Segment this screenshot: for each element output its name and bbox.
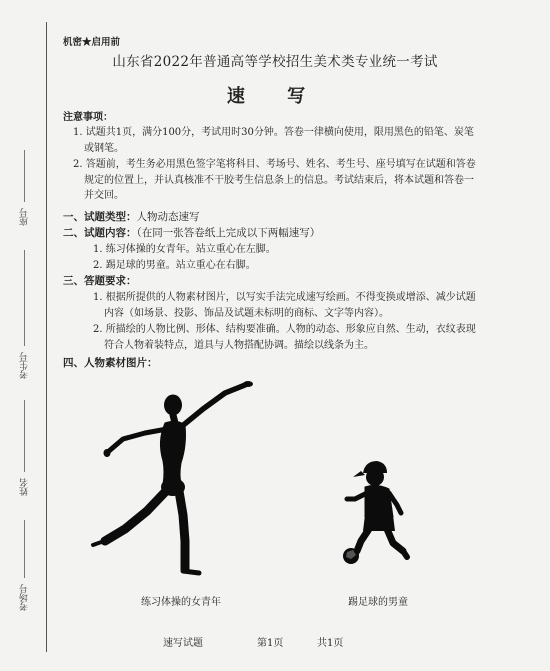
boy-soccer-silhouette-image xyxy=(335,455,425,570)
side-label-seat: 座号 xyxy=(20,208,30,226)
note-item: 1. 试题共1页，满分100分，考试用时30分钟。答卷一律横向使用，限用黑色的铅笔、炭笔或钢笔。 xyxy=(73,127,474,154)
section-type-value: 人物动态速写 xyxy=(136,211,200,223)
section-requirements-heading: 三、答题要求： xyxy=(63,275,137,287)
requirement-item: 2. 所描绘的人物比例、形体、结构要准确。人物的动态、形象应自然、生动，衣纹表现符合人物着装特点，道具与人物搭配协调。描绘以线条为主。 xyxy=(93,324,476,351)
footer-page: 第1页 xyxy=(257,638,284,649)
content-item: 1. 练习体操的女青年。站立重心在左脚。 xyxy=(93,244,276,255)
section-content-heading: 二、试题内容： xyxy=(63,227,137,239)
section-content-note: （在同一张答卷纸上完成以下两幅速写） xyxy=(136,227,321,239)
footer-total: 共1页 xyxy=(317,638,344,649)
side-fill-line xyxy=(24,250,25,346)
side-label-exam-room: 考场号 xyxy=(20,584,30,611)
gymnast-silhouette-image xyxy=(85,375,265,580)
section-content xyxy=(63,226,320,242)
caption-boy: 踢足球的男童 xyxy=(348,597,408,608)
secret-label: 机密★启用前 xyxy=(63,37,121,48)
exam-subject: 速 写 xyxy=(226,86,324,107)
side-fill-line xyxy=(24,520,25,578)
note-item: 2. 答题前，考生务必用黑色签字笔将科目、考场号、姓名、考生号、座号填写在试题和答卷规定的位置上，并认真核准不干胶考生信息条上的信息。考试结束后，将本试题和答卷一并交回。 xyxy=(73,159,476,201)
section-material-heading: 四、人物素材图片： xyxy=(63,357,158,369)
side-label-exam-number: 考生号 xyxy=(20,352,30,379)
side-label-name: 姓名 xyxy=(20,478,30,496)
notes-heading: 注意事项： xyxy=(63,112,113,123)
section-type-heading: 一、试题类型： xyxy=(63,211,137,223)
footer-subject: 速写试题 xyxy=(163,638,203,649)
content-item: 2. 踢足球的男童。站立重心在右脚。 xyxy=(93,260,256,271)
requirement-item: 1. 根据所提供的人物素材图片，以写实手法完成速写绘画。不得变换或增添、减少试题内容（如场景、投影、饰品及试题未标明的商标、文字等内容）。 xyxy=(93,292,476,319)
caption-gymnast: 练习体操的女青年 xyxy=(141,597,221,608)
side-fill-line xyxy=(24,150,25,202)
side-fill-line xyxy=(24,400,25,472)
exam-title: 山东省2022年普通高等学校招生美术类专业统一考试 xyxy=(112,54,438,70)
section-type xyxy=(63,210,200,226)
binding-line xyxy=(46,22,47,652)
